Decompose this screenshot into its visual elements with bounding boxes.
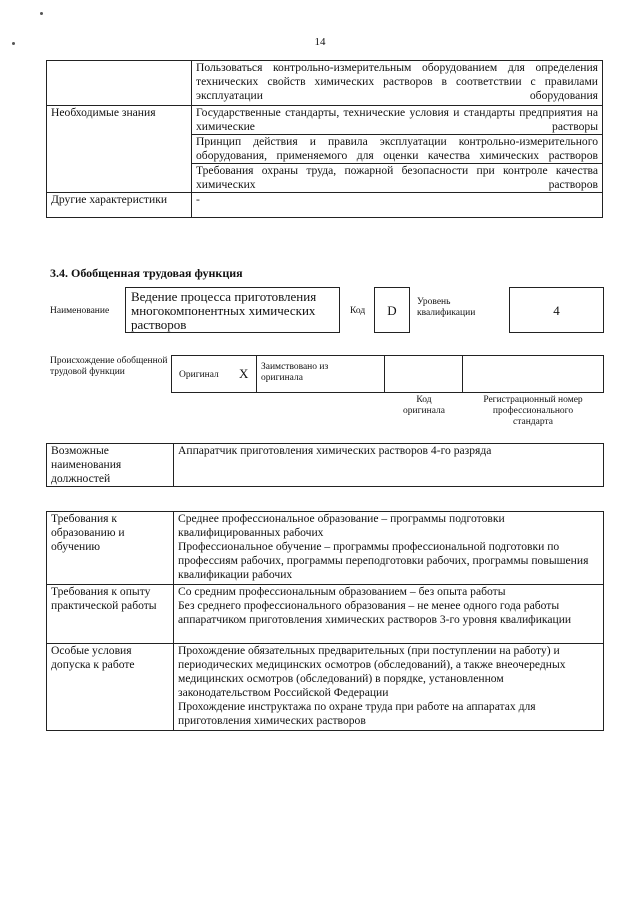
requirement-label: Требования к опыту практической работы xyxy=(47,585,174,644)
positions-label: Возможные наименования должностей xyxy=(47,444,174,487)
table-row xyxy=(47,106,603,135)
row-text: Государственные стандарты, технические условия и стандарты предприятия на химические растворы xyxy=(192,106,603,135)
name-label: Наименование xyxy=(50,306,110,316)
table-row xyxy=(47,512,604,585)
requirement-text xyxy=(174,585,604,644)
knowledge-table xyxy=(46,60,603,218)
row-label xyxy=(47,61,192,106)
name-value: Ведение процесса приготовления многокомпонентных химических растворов xyxy=(131,289,317,332)
name-box xyxy=(125,287,340,333)
original-mark: X xyxy=(239,366,249,381)
borrowed-label: Заимствовано из оригинала xyxy=(261,362,329,383)
table-row xyxy=(47,444,604,487)
table-row xyxy=(47,585,604,644)
table-row xyxy=(47,193,603,218)
table-row xyxy=(47,644,604,731)
requirement-line: Профессиональное обучение – программы профессиональной подготовки по профессиям рабочих, программы переподготовки рабочих, программы повышения квалификации рабочих xyxy=(178,540,589,581)
origin-label: Происхождение обобщенной трудовой функции xyxy=(50,356,168,377)
original-label: Оригинал xyxy=(179,370,219,380)
page-number: 14 xyxy=(314,36,326,48)
code-box xyxy=(374,287,410,333)
scan-speck xyxy=(40,12,43,15)
requirements-table xyxy=(46,511,604,731)
row-text: - xyxy=(192,193,603,218)
requirement-line: Прохождение обязательных предварительных (при поступлении на работу) и периодических медицинских осмотров (обследований), а также внеочередных медицинских осмотров (обследований) в порядке, установленном законодательством Российской Федерации xyxy=(178,644,566,699)
section-title: 3.4. Обобщенная трудовая функция xyxy=(50,266,243,280)
positions-table xyxy=(46,443,604,487)
origin-box xyxy=(171,355,604,393)
level-box xyxy=(509,287,604,333)
row-label: Необходимые знания xyxy=(47,106,192,193)
table-row xyxy=(47,61,603,106)
reg-caption: Регистрационный номер профессионального стандарта xyxy=(483,395,583,427)
requirement-line: Без среднего профессионального образования – не менее одного года работы аппаратчиком приготовления химических растворов 3-го уровня квалификации xyxy=(178,599,572,626)
level-label: Уровень квалификации xyxy=(417,297,476,318)
requirement-line: Среднее профессиональное образование – программы подготовки квалифицированных рабочих xyxy=(178,512,505,539)
requirement-text xyxy=(174,512,604,585)
requirement-label: Особые условия допуска к работе xyxy=(47,644,174,731)
row-text: Принцип действия и правила эксплуатации контрольно-измерительного оборудования, применяемого для оценки качества химических растворов xyxy=(192,135,603,164)
row-label: Другие характеристики xyxy=(47,193,192,218)
code-caption: Код оригинала xyxy=(403,395,445,416)
requirement-label: Требования к образованию и обучению xyxy=(47,512,174,585)
positions-value: Аппаратчик приготовления химических растворов 4-го разряда xyxy=(174,444,604,487)
requirement-line: Со средним профессиональным образованием – без опыта работы xyxy=(178,585,506,598)
code-value: D xyxy=(387,303,397,318)
level-value: 4 xyxy=(553,303,560,318)
row-text: Требования охраны труда, пожарной безопасности при контроле качества химических растворов xyxy=(192,164,603,193)
code-label: Код xyxy=(350,306,366,316)
requirement-text xyxy=(174,644,604,731)
row-text: Пользоваться контрольно-измерительным оборудованием для определения технических свойств химических растворов в соответствии с правилами эксплуатации оборудования xyxy=(192,61,603,106)
requirement-line: Прохождение инструктажа по охране труда при работе на аппаратах для приготовления химических растворов xyxy=(178,700,536,727)
